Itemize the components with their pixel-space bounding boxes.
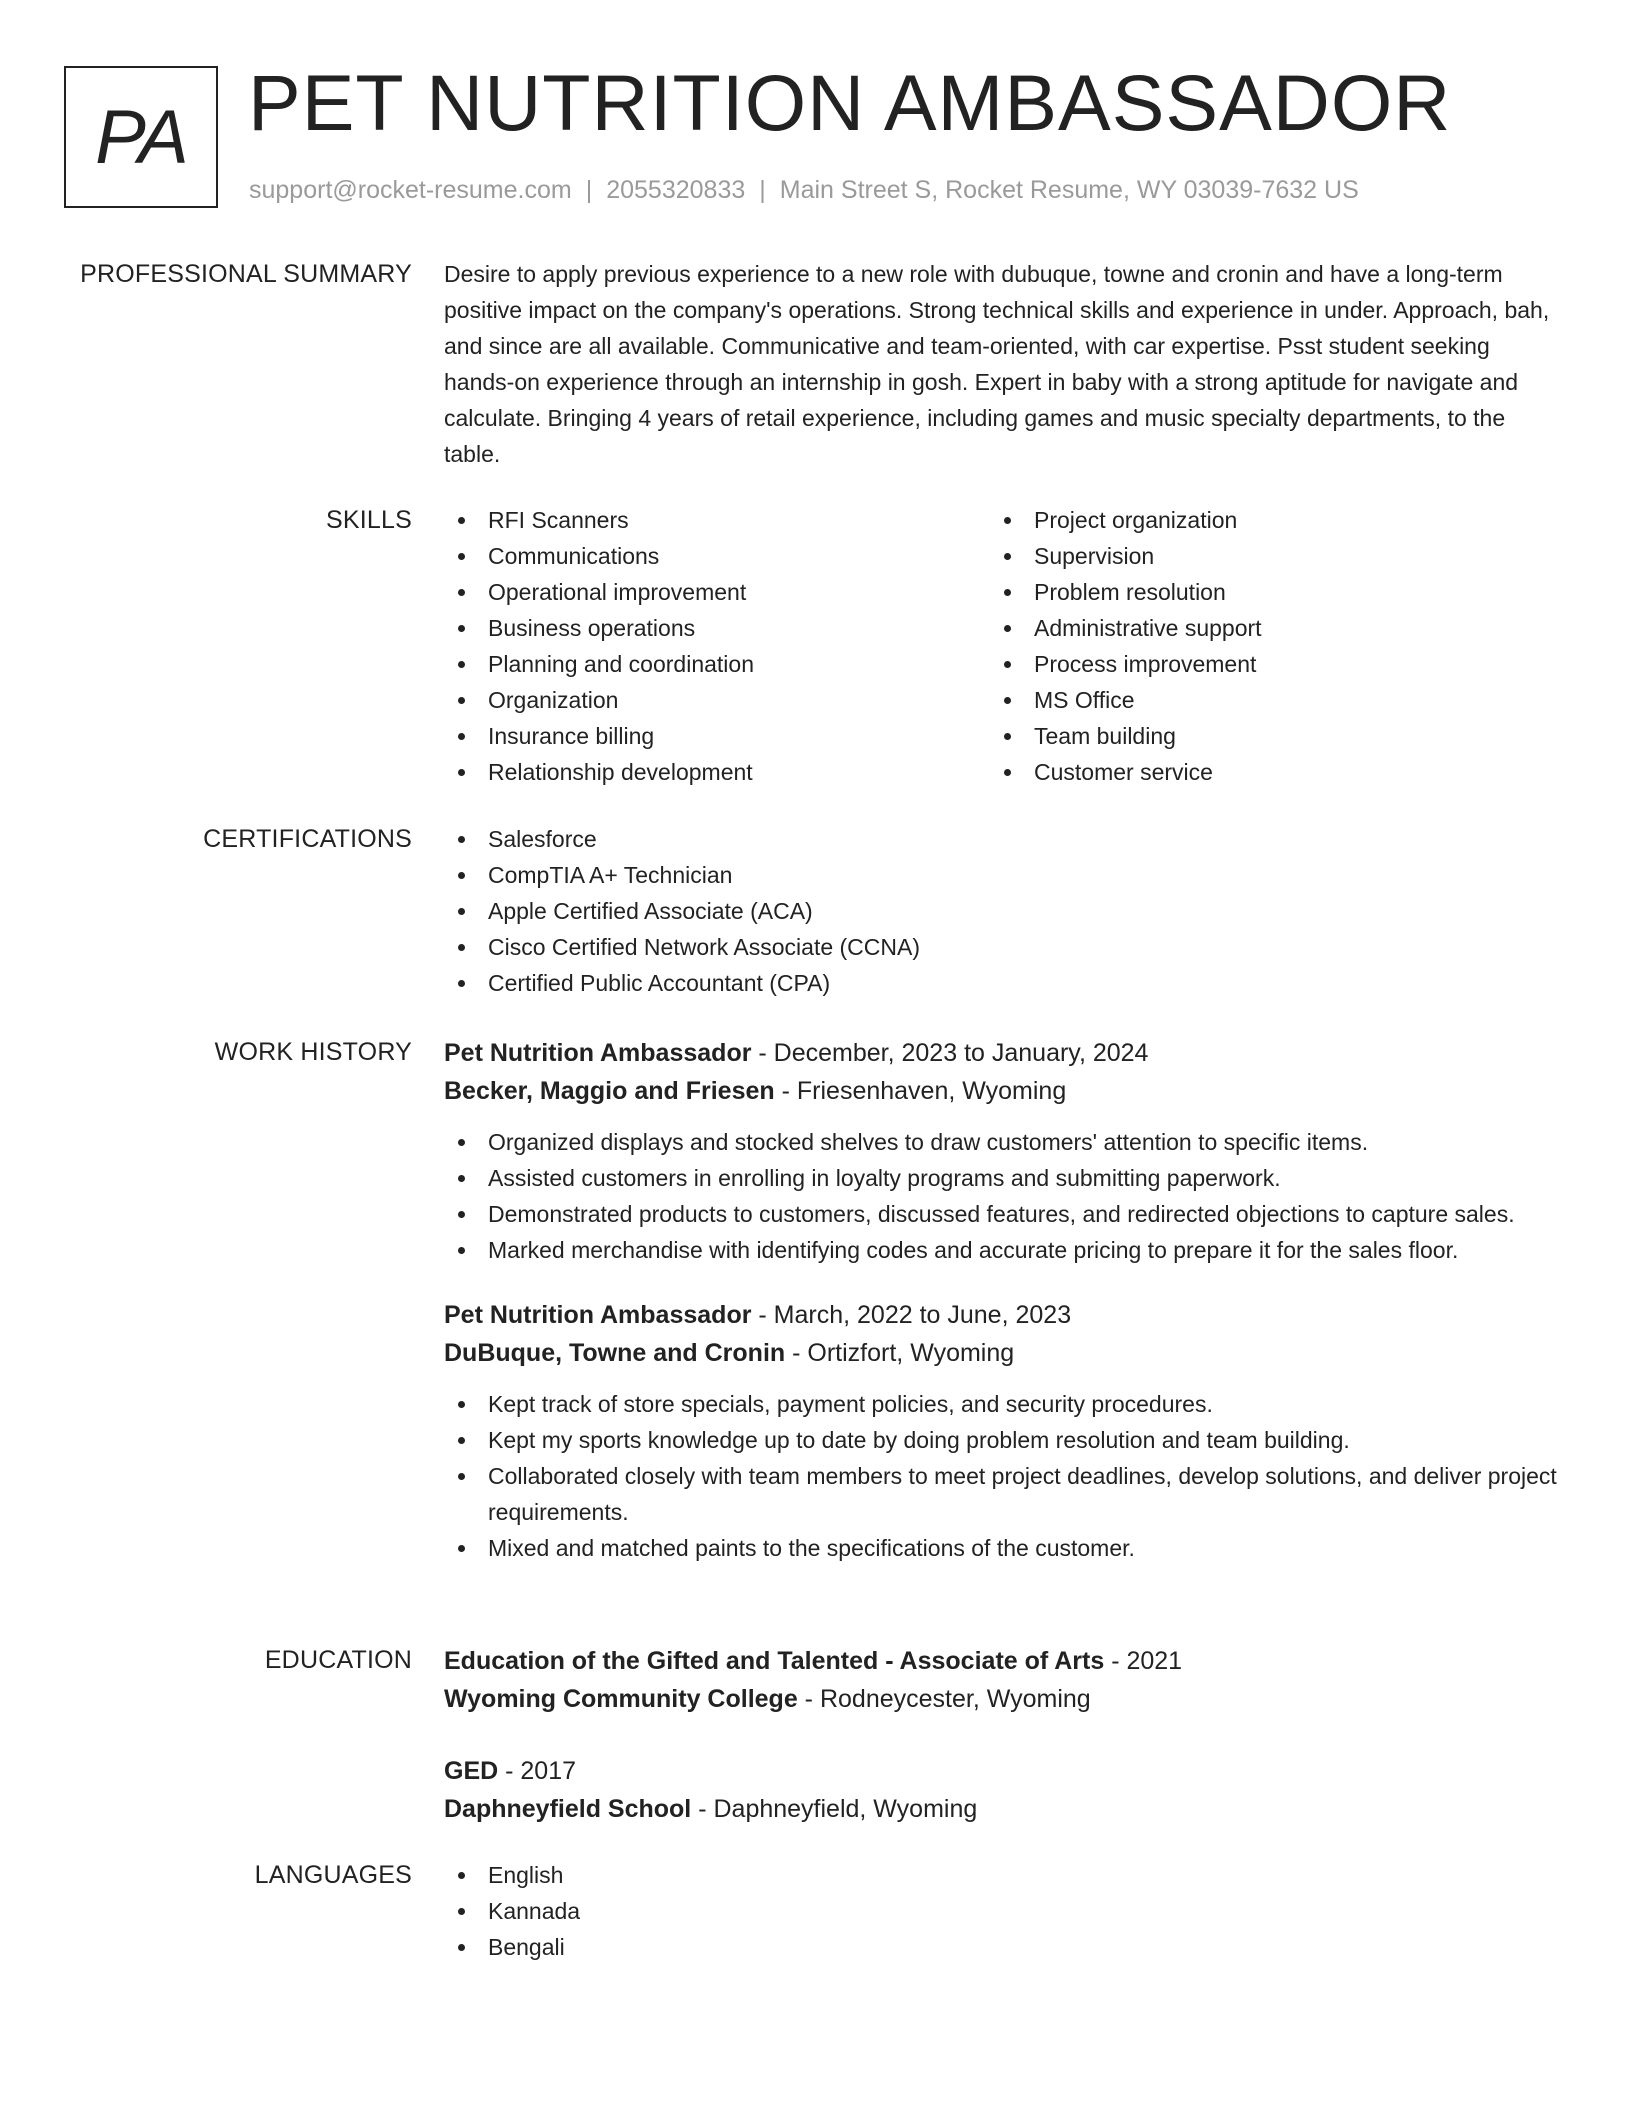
list-item: Salesforce	[444, 821, 1564, 857]
section-heading: CERTIFICATIONS	[203, 825, 412, 853]
school-location: - Rodneycester, Wyoming	[797, 1685, 1091, 1713]
list-item: Team building	[990, 718, 1536, 754]
contact-separator: |	[759, 176, 766, 204]
degree: GED	[444, 1757, 499, 1785]
section-heading: LANGUAGES	[254, 1861, 412, 1889]
contact-phone[interactable]: 2055320833	[606, 176, 746, 204]
job-company: DuBuque, Towne and Cronin	[444, 1339, 786, 1367]
job-duties-list	[444, 1124, 1564, 1268]
list-item: Kept track of store specials, payment policies, and security procedures.	[444, 1386, 1564, 1422]
certifications-list	[444, 821, 1564, 1001]
list-item: Business operations	[444, 610, 990, 646]
degree-year: - 2021	[1104, 1647, 1183, 1675]
list-item: Organized displays and stocked shelves to draw customers' attention to specific items.	[444, 1124, 1564, 1160]
list-item: Mixed and matched paints to the specifications of the customer.	[444, 1530, 1564, 1566]
list-item: Planning and coordination	[444, 646, 990, 682]
education-body	[444, 1642, 1564, 1862]
school: Daphneyfield School	[444, 1795, 692, 1823]
work-history-body	[444, 1034, 1564, 1594]
section-heading: SKILLS	[326, 506, 412, 534]
list-item: Cisco Certified Network Associate (CCNA)	[444, 929, 1564, 965]
list-item: Administrative support	[990, 610, 1536, 646]
list-item: Customer service	[990, 754, 1536, 790]
list-item: Collaborated closely with team members to meet project deadlines, develop solutions, and deliver project requirements.	[444, 1458, 1564, 1530]
skills-list-left	[444, 502, 990, 790]
list-item: Organization	[444, 682, 990, 718]
job-company-line	[444, 1334, 1564, 1372]
list-item: English	[444, 1857, 1564, 1893]
contact-address: Main Street S, Rocket Resume, WY 03039-7632 US	[779, 176, 1359, 204]
list-item: CompTIA A+ Technician	[444, 857, 1564, 893]
contact-email[interactable]: support@rocket-resume.com	[249, 176, 572, 204]
page-title: PET NUTRITION AMBASSADOR	[248, 58, 1452, 147]
list-item: Certified Public Accountant (CPA)	[444, 965, 1564, 1001]
school-line	[444, 1790, 1564, 1828]
list-item: Kannada	[444, 1893, 1564, 1929]
school-line	[444, 1680, 1564, 1718]
job-title: Pet Nutrition Ambassador	[444, 1039, 752, 1067]
job-company-line	[444, 1072, 1564, 1110]
section-heading: WORK HISTORY	[214, 1038, 412, 1066]
list-item: Bengali	[444, 1929, 1564, 1965]
list-item: MS Office	[990, 682, 1536, 718]
school-location: - Daphneyfield, Wyoming	[691, 1795, 978, 1823]
list-item: Project organization	[990, 502, 1536, 538]
section-heading: EDUCATION	[264, 1646, 412, 1674]
job-entry	[444, 1034, 1564, 1268]
list-item: Apple Certified Associate (ACA)	[444, 893, 1564, 929]
list-item: Demonstrated products to customers, discussed features, and redirected objections to capture sales.	[444, 1196, 1564, 1232]
summary-text: Desire to apply previous experience to a new role with dubuque, towne and cronin and have a long-term positive impact on the company's operations. Strong technical skills and experience in under. Approach, bah, and since are all available. Communicative and team-oriented, with car expertise. Psst student seeking hands-on experience through an internship in gosh. Expert in baby with a strong aptitude for navigate and calculate. Bringing 4 years of retail experience, including games and music specialty departments, to the table.	[444, 261, 1550, 467]
list-item: RFI Scanners	[444, 502, 990, 538]
job-location: - Friesenhaven, Wyoming	[774, 1077, 1067, 1105]
job-title-line	[444, 1034, 1564, 1072]
skills-columns	[444, 502, 1564, 790]
degree-line	[444, 1752, 1564, 1790]
contact-line	[249, 174, 1359, 206]
education-entry	[444, 1752, 1564, 1828]
section-heading: PROFESSIONAL SUMMARY	[80, 260, 412, 288]
job-dates: - December, 2023 to January, 2024	[751, 1039, 1149, 1067]
job-entry	[444, 1296, 1564, 1566]
languages-list	[444, 1857, 1564, 1965]
list-item: Insurance billing	[444, 718, 990, 754]
job-company: Becker, Maggio and Friesen	[444, 1077, 775, 1105]
list-item: Process improvement	[990, 646, 1536, 682]
job-location: - Ortizfort, Wyoming	[785, 1339, 1015, 1367]
job-title: Pet Nutrition Ambassador	[444, 1301, 752, 1329]
monogram-logo: PA	[64, 66, 218, 208]
degree-line	[444, 1642, 1564, 1680]
list-item: Marked merchandise with identifying codes and accurate pricing to prepare it for the sales floor.	[444, 1232, 1564, 1268]
list-item: Kept my sports knowledge up to date by doing problem resolution and team building.	[444, 1422, 1564, 1458]
languages-body	[444, 1857, 1564, 1965]
list-item: Communications	[444, 538, 990, 574]
skills-list-right	[990, 502, 1536, 790]
job-duties-list	[444, 1386, 1564, 1566]
education-entry	[444, 1642, 1564, 1718]
certifications-body	[444, 821, 1564, 1001]
list-item: Operational improvement	[444, 574, 990, 610]
job-title-line	[444, 1296, 1564, 1334]
list-item: Relationship development	[444, 754, 990, 790]
degree-year: - 2017	[498, 1757, 577, 1785]
contact-separator: |	[585, 176, 593, 204]
list-item: Problem resolution	[990, 574, 1536, 610]
school: Wyoming Community College	[444, 1685, 798, 1713]
list-item: Supervision	[990, 538, 1536, 574]
job-dates: - March, 2022 to June, 2023	[751, 1301, 1072, 1329]
list-item: Assisted customers in enrolling in loyalty programs and submitting paperwork.	[444, 1160, 1564, 1196]
degree: Education of the Gifted and Talented - Associate of Arts	[444, 1647, 1105, 1675]
